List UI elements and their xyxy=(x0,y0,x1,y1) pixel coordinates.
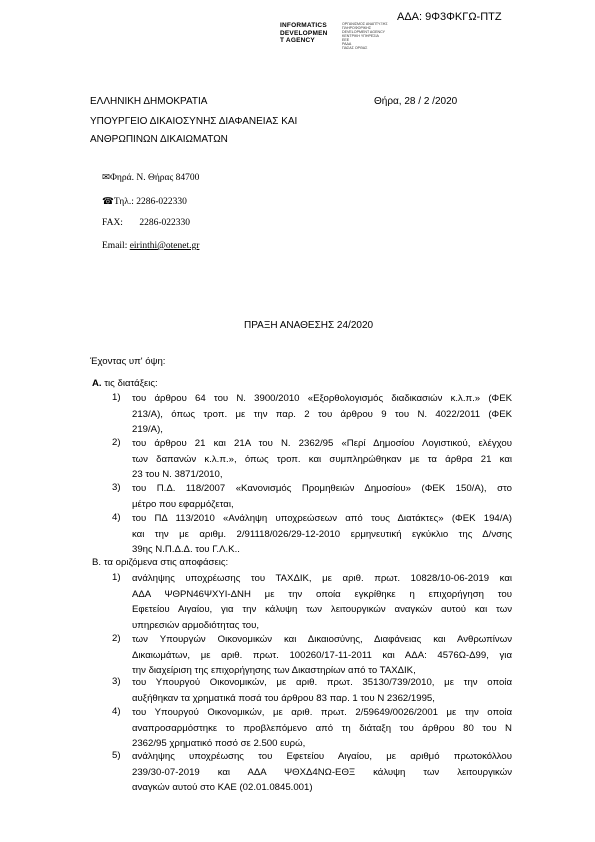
place-date: Θήρα, 28 / 2 /2020 xyxy=(374,96,458,107)
logo-small-line: ΟΡΓΑΝΙΣΜΟΣ ΑΝΑΠΤΥΞΗΣ xyxy=(342,22,388,26)
list-item: του άρθρου 64 του Ν. 3900/2010 «Εξορθολογισμός διαδικασιών κ.λ.π.» (ΦΕΚ 213/Α), όπως τροπ. με την παρ. 2 του άρθρου 9 του Ν. 4022/2011 (ΦΕΚ 219/Α), xyxy=(132,393,512,435)
list-item: ανάληψης υποχρέωσης του Εφετείου Αιγαίου, με αριθμό πρωτοκόλλου 239/30-07-2019 και ΑΔΑ ΨΘΧΔ4ΝΩ-ΕΘΞ κάλυψη των λειτουργικών αναγκών αυτού στο ΚΑΕ (02.01.0845.001) xyxy=(132,751,512,793)
document-title: ΠΡΑΞΗ ΑΝΑΘΕΣΗΣ 24/2020 xyxy=(244,320,374,331)
ada-code: ΑΔΑ: 9Φ3ΦΚΓΩ-ΠΤΖ xyxy=(397,11,502,23)
list-item-number: 2) xyxy=(112,633,121,644)
section-b-label: τα οριζόμενα στις αποφάσεις: xyxy=(103,557,229,568)
logo-small-line: ΡΑΔΑ xyxy=(342,42,352,46)
logo-small-line: DEVELOPMENT AGENCY xyxy=(342,30,386,34)
list-item-number: 2) xyxy=(112,437,121,448)
logo-line: INFORMATICS xyxy=(280,22,327,29)
logo-line: DEVELOPMEN xyxy=(280,29,328,37)
list-item-number: 1) xyxy=(112,392,121,403)
logo-small-line: ΠΑΣΑΣ ΟΡΘΑΣ xyxy=(342,46,368,50)
logo-line: T AGENCY xyxy=(280,37,315,45)
section-a-letter: Α. xyxy=(92,378,102,389)
logo-small-line: ΕΕΕ xyxy=(342,38,350,42)
contact-phone: ☎Τηλ.: 2286-022330 xyxy=(102,197,187,207)
email-label: Email: xyxy=(102,241,128,251)
section-b-heading xyxy=(92,557,228,568)
logo-small-line: ΚΕΝΤΡΙΚΗ ΥΠΗΡΕΣΙΑ xyxy=(342,34,379,38)
contact-address: ✉Φηρά. Ν. Θήρας 84700 xyxy=(102,173,200,183)
list-item: ανάληψης υποχρέωσης του ΤΑΧΔΙΚ, με αριθ. πρωτ. 10828/10-06-2019 και ΑΔΑ ΨΘΡΝ46ΨΧΥΙ-ΔΝΗ με την οποία εγκρίθηκε η επιχορήγηση του Εφετείου Αιγαίου, για την κάλυψη των λειτουργικών αναγκών αυτού και των υπηρεσιών αρμοδιότητας του, xyxy=(132,573,512,631)
header-ministry: ΥΠΟΥΡΓΕΙΟ ΔΙΚΑΙΟΣΥΝΗΣ ΔΙΑΦΑΝΕΙΑΣ ΚΑΙ xyxy=(90,116,298,127)
list-item: του ΠΔ 113/2010 «Ανάληψη υποχρεώσεων από τους Διατάκτες» (ΦΕΚ 194/Α) και την με αριθμ. 2/91118/026/29-12-2010 ερμηνευτική εγκύκλιο της Δ/νσης 39ης Ν.Π.Δ.Δ. του Γ.Λ.Κ.. xyxy=(132,513,512,555)
list-item: των Υπουργών Οικονομικών και Δικαιοσύνης, Διαφάνειας και Ανθρωπίνων Δικαιωμάτων, με αριθ. πρωτ. 100260/17-11-2011 και ΑΔΑ: 4576Ω-Δ99, για την διαχείριση της επιχορήγησης των Δικαστηρίων από το ΤΑΧΔΙΚ, xyxy=(132,634,512,676)
list-item: του άρθρου 21 και 21Α του Ν. 2362/95 «Περί Δημοσίου Λογιστικού, ελέγχου των δαπανών κ.λ.π.», όπως τροπ. και συμπληρώθηκαν με τα άρθρα 21 και 23 του Ν. 3871/2010, xyxy=(132,438,512,480)
list-item-number: 4) xyxy=(112,512,121,523)
contact-fax xyxy=(102,218,190,228)
email-link[interactable]: eirinthi@otenet.gr xyxy=(129,241,200,251)
fax-label: FAX: xyxy=(102,218,123,228)
list-item: του Υπουργού Οικονομικών, με αριθ. πρωτ. 35130/739/2010, με την οποία αυξήθηκαν τα χρηματικά ποσά του άρθρου 83 παρ. 1 του Ν 2362/1995, xyxy=(132,677,512,704)
list-item-number: 4) xyxy=(112,706,121,717)
section-a-heading xyxy=(92,378,158,389)
list-item-number: 1) xyxy=(112,572,121,583)
list-item: του Υπουργού Οικονομικών, με αριθ. πρωτ. 2/59649/0026/2001 με την οποία αναπροσαρμόστηκε το προβλεπόμενο από τη διάταξη του άρθρου 80 του Ν 2362/95 χρηματικό ποσό σε 2.500 ευρώ, xyxy=(132,707,512,749)
list-item: του Π.Δ. 118/2007 «Κανονισμός Προμηθειών Δημοσίου» (ΦΕΚ 150/Α), στο μέτρο που εφαρμόζεται, xyxy=(132,483,512,510)
phone-icon: ☎ xyxy=(102,197,114,207)
fax-value: 2286-022330 xyxy=(139,218,190,228)
section-b-letter: Β. xyxy=(92,557,102,568)
list-item-number: 5) xyxy=(112,750,121,761)
contact-email xyxy=(102,241,199,251)
header-republic: ΕΛΛΗΝΙΚΗ ΔΗΜΟΚΡΑΤΙΑ xyxy=(90,96,208,107)
list-item-number: 3) xyxy=(112,676,121,687)
agency-logo xyxy=(280,22,400,48)
logo-small-line: ΠΛΗΡΟΦΟΡΙΚΗΣ xyxy=(342,26,372,30)
section-a-label: τις διατάξεις: xyxy=(104,378,158,389)
intro-text: Έχοντας υπ' όψη: xyxy=(90,356,166,367)
header-ministry-cont: ΑΝΘΡΩΠΙΝΩΝ ΔΙΚΑΙΩΜΑΤΩΝ xyxy=(90,134,228,145)
list-item-number: 3) xyxy=(112,482,121,493)
envelope-icon: ✉ xyxy=(102,173,110,183)
